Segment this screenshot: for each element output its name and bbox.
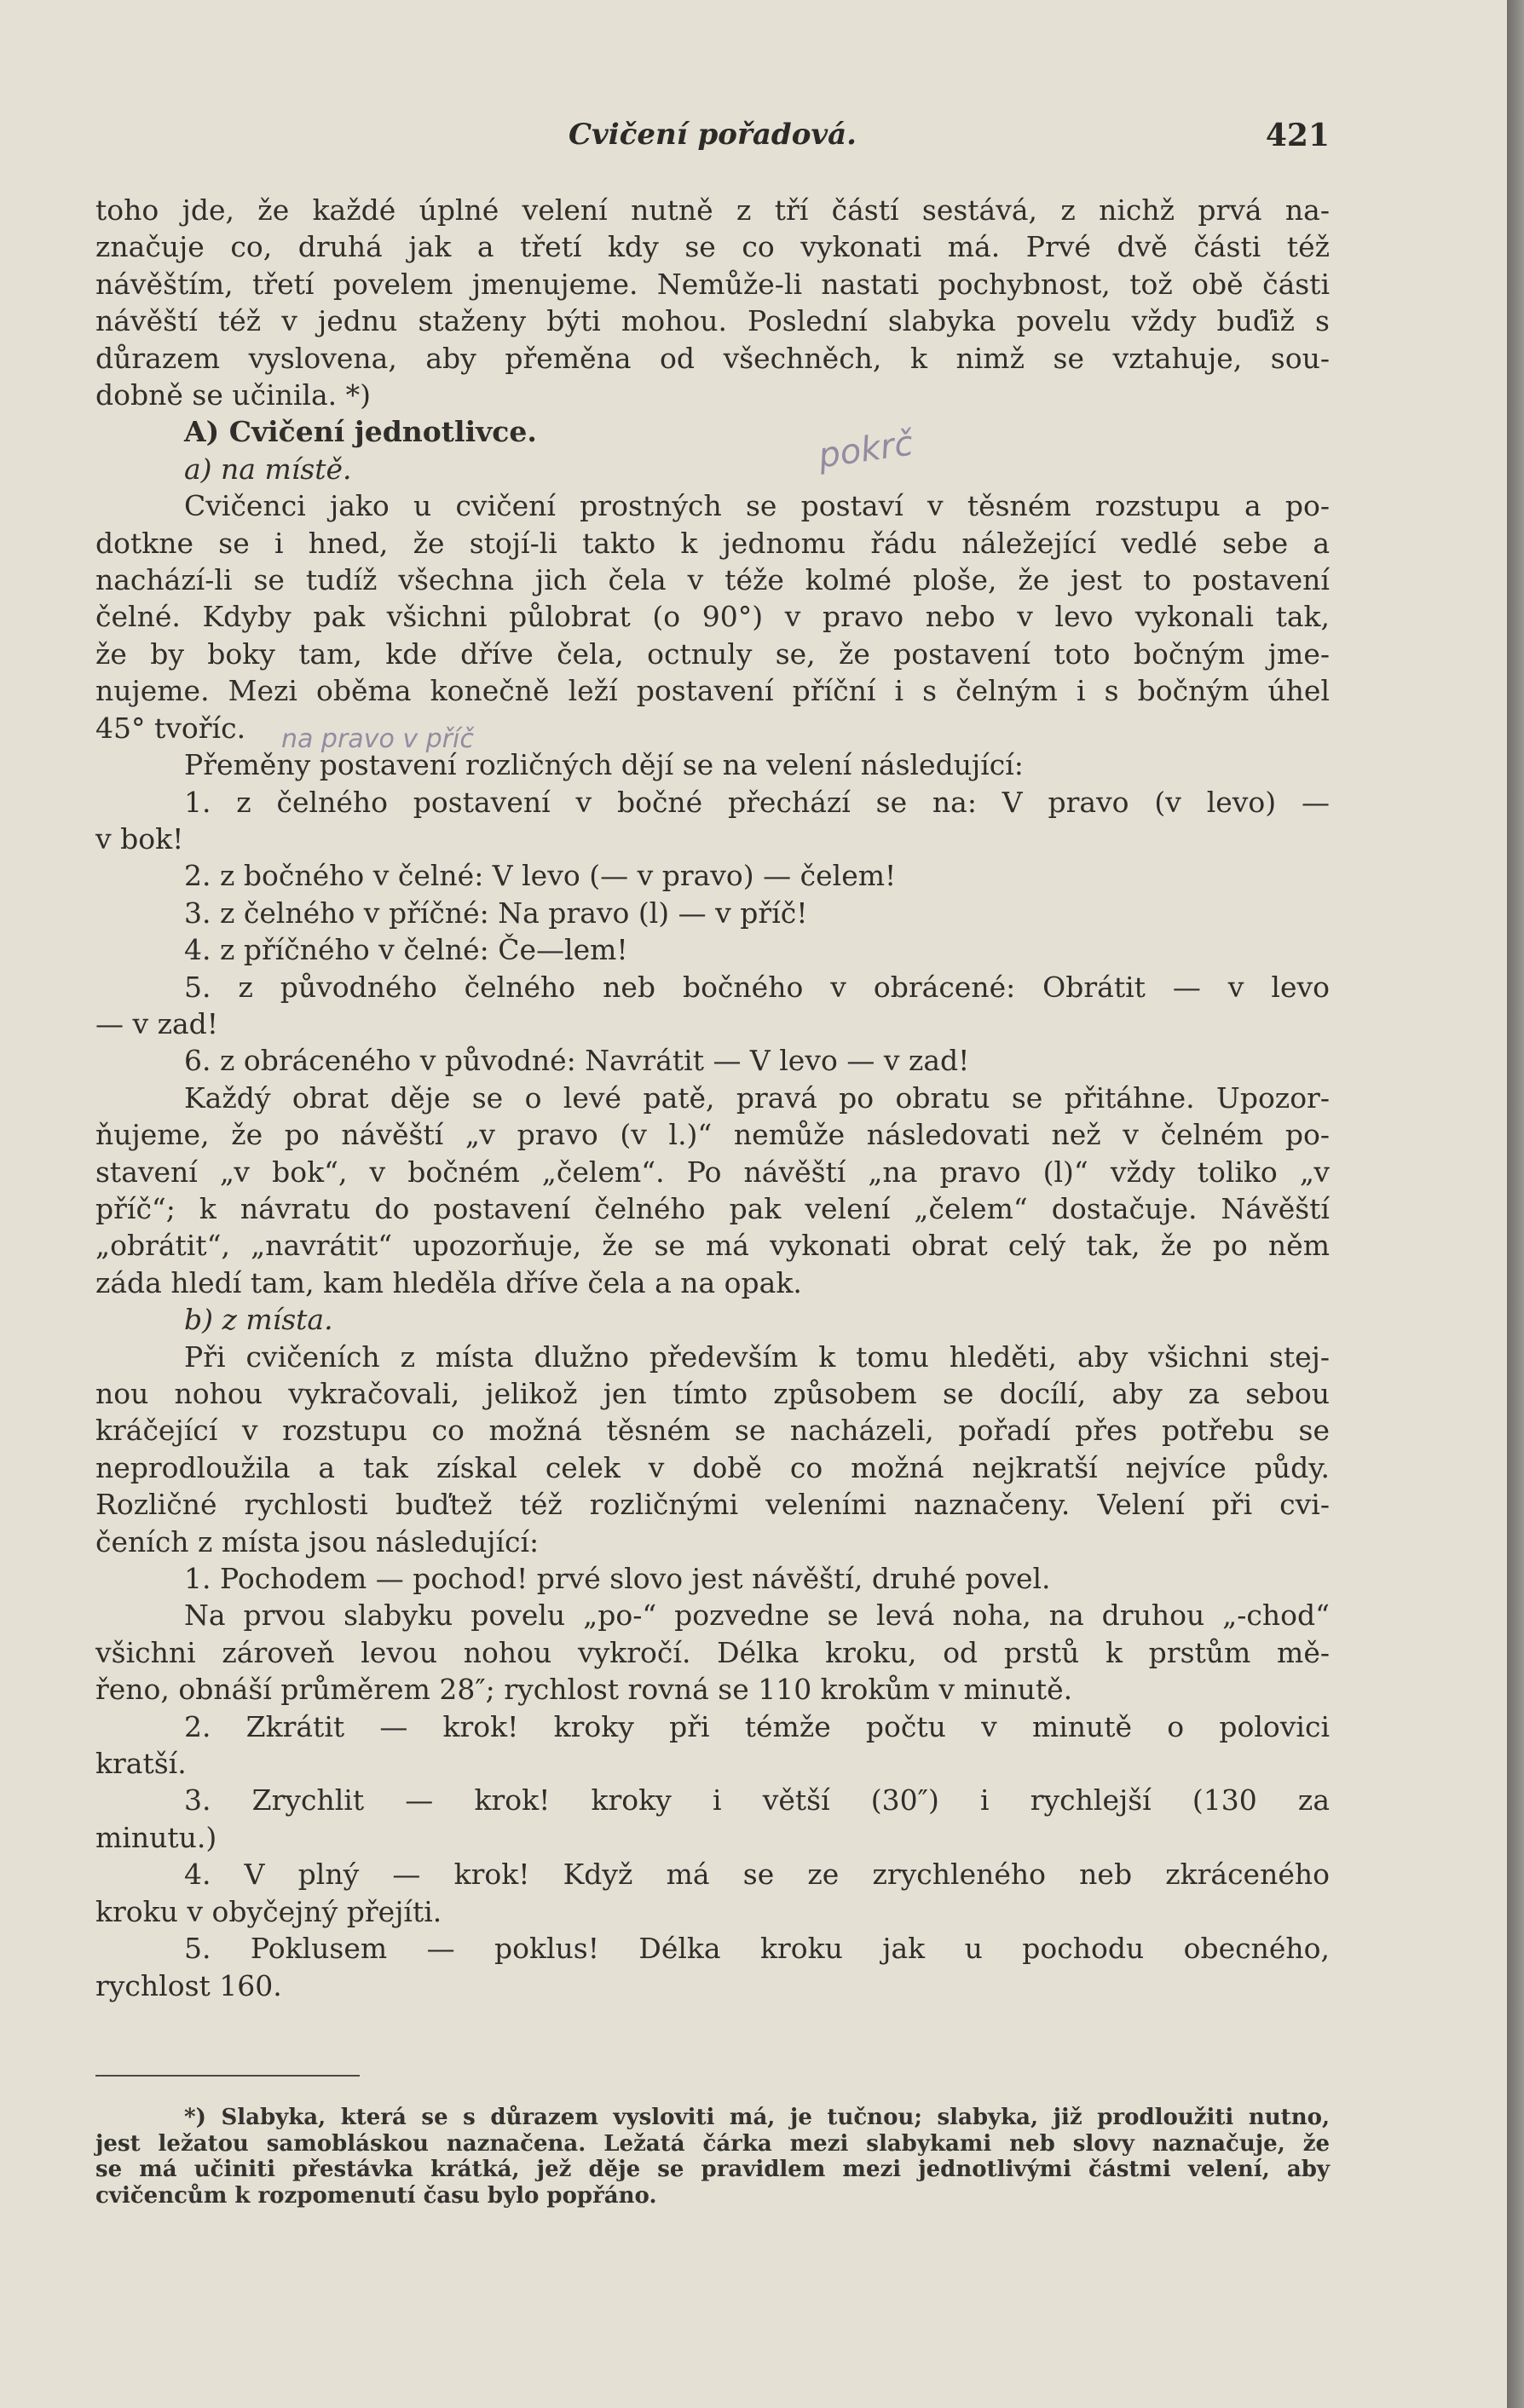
subsection-heading: a) na místě. bbox=[184, 452, 352, 486]
text-line: 45° tvoříc. bbox=[95, 711, 246, 745]
command-line: v bok! bbox=[95, 821, 184, 855]
text-line: Každý obrat děje se o levé patě, pravá po obratu se přitáhne. Upozor- bbox=[184, 1080, 1330, 1115]
text-line: kroku v obyčejný přejíti. bbox=[95, 1894, 442, 1928]
text-line: návěští též v jednu staženy býti mohou. Poslední slabyka povelu vždy buďiž s bbox=[95, 304, 1330, 338]
command-line: — v zad! bbox=[95, 1006, 219, 1040]
text-line: příč“; k návratu do postavení čelného pak velení „čelem“ dostačuje. Návěští bbox=[95, 1191, 1330, 1225]
page-number: 421 bbox=[1265, 118, 1330, 153]
text-line: všichni zároveň levou nohou vykročí. Délka kroku, od prstů k prstům mě- bbox=[95, 1635, 1330, 1669]
text-line: nou nohou vykračovali, jelikož jen tímto způsobem se docílí, aby za sebou bbox=[95, 1377, 1330, 1410]
command-line: 3. Zrychlit — krok! kroky i větší (30″) i rychlejší (130 za bbox=[184, 1783, 1330, 1818]
text-line: nujeme. Mezi oběma konečně leží postavení příční i s čelným i s bočným úhel bbox=[95, 674, 1330, 708]
text-line: Cvičenci jako u cvičení prostných se postaví v těsném rozstupu a po- bbox=[184, 489, 1330, 523]
page-edge bbox=[1507, 0, 1524, 2408]
footnote-line: *) Slabyka, která se s důrazem vysloviti má, je tučnou; slabyka, již prodloužiti nutno, bbox=[184, 2105, 1330, 2130]
text-line: řeno, obnáší průměrem 28″; rychlost rovná se 110 krokům v minutě. bbox=[95, 1673, 1073, 1707]
command-line: 2. z bočného v čelné: V levo (— v pravo) — čelem! bbox=[184, 859, 897, 893]
text-line: že by boky tam, kde dříve čela, octnuly se, že postavení toto bočným jme- bbox=[95, 637, 1330, 671]
pencil-annotation: na pravo v příč bbox=[281, 724, 474, 754]
command-line: 6. z obráceného v původné: Navrátit — V levo — v zad! bbox=[184, 1044, 970, 1078]
command-line: 1. z čelného postavení v bočné přechází se na: V pravo (v levo) — bbox=[184, 785, 1330, 819]
text-line: stavení „v bok“, v bočném „čelem“. Po návěští „na pravo (l)“ vždy toliko „v bbox=[95, 1155, 1330, 1189]
footnote-line: se má učiniti přestávka krátká, jež děje se pravidlem mezi jednotlivými částmi velení, aby bbox=[95, 2157, 1330, 2182]
footnote-line: jest ležatou samobláskou naznačena. Ležatá čárka mezi slabykami neb slovy naznačuje, že bbox=[95, 2130, 1330, 2157]
text-line: Rozličné rychlosti buďtež též rozličnými veleními naznačeny. Velení při cvi- bbox=[95, 1488, 1330, 1522]
section-heading: A) Cvičení jednotlivce. bbox=[184, 415, 537, 449]
text-line: čelné. Kdyby pak všichni půlobrat (o 90°) v pravo nebo v levo vykonali tak, bbox=[95, 600, 1330, 634]
running-title: Cvičení pořadová. bbox=[568, 118, 857, 152]
text-line: neprodloužila a tak získal celek v době co možná nejkratší nejvíce půdy. bbox=[95, 1450, 1330, 1484]
page-header bbox=[95, 118, 1330, 169]
text-line: dobně se učinila. *) bbox=[95, 378, 372, 412]
text-line: Na prvou slabyku povelu „po-“ pozvedne se levá noha, na druhou „-chod“ bbox=[184, 1599, 1330, 1633]
footnote-line: cvičencům k rozpomenutí času bylo popřáno. bbox=[95, 2182, 657, 2209]
text-line: ňujeme, že po návěští „v pravo (v l.)“ nemůže následovati než v čelném po- bbox=[95, 1118, 1330, 1152]
command-line: 4. V plný — krok! Když má se ze zrychleného neb zkráceného bbox=[184, 1858, 1330, 1892]
text-line: návěštím, třetí povelem jmenujeme. Nemůže-li nastati pochybnost, tož obě části bbox=[95, 267, 1330, 301]
command-line: 3. z čelného v příčné: Na pravo (l) — v příč! bbox=[184, 896, 808, 930]
command-line: 5. Poklusem — poklus! Délka kroku jak u pochodu obecného, bbox=[184, 1932, 1330, 1966]
page-body bbox=[95, 192, 1330, 2004]
text-line: dotkne se i hned, že stojí-li takto k jednomu řádu náležející vedlé sebe a bbox=[95, 526, 1330, 560]
text-line: minutu.) bbox=[95, 1820, 217, 1854]
footnote-divider bbox=[95, 2075, 360, 2077]
footnote bbox=[95, 2105, 1330, 2209]
text-line: čeních z místa jsou následující: bbox=[95, 1524, 540, 1558]
text-line: kratší. bbox=[95, 1747, 187, 1781]
text-line: kráčející v rozstupu co možná těsném se nacházeli, pořadí přes potřebu se bbox=[95, 1414, 1330, 1448]
text-line: Při cvičeních z místa dlužno především k tomu hleděti, aby všichni stej- bbox=[184, 1339, 1330, 1374]
text-line: Přeměny postavení rozličných dějí se na velení následující: bbox=[184, 748, 1024, 782]
text-line: toho jde, že každé úplné velení nutně z tří částí sestává, z nichž prvá na- bbox=[95, 193, 1330, 227]
text-line: značuje co, druhá jak a třetí kdy se co vykonati má. Prvé dvě části též bbox=[95, 230, 1330, 264]
text-line: záda hledí tam, kam hleděla dříve čela a na opak. bbox=[95, 1265, 802, 1299]
command-line: 4. z příčného v čelné: Če—lem! bbox=[184, 933, 628, 967]
pencil-annotation: pokrč bbox=[816, 423, 916, 476]
text-line: důrazem vyslovena, aby přeměna od všechněch, k nimž se vztahuje, sou- bbox=[95, 341, 1330, 375]
command-line: 1. Pochodem — pochod! prvé slovo jest návěští, druhé povel. bbox=[184, 1562, 1051, 1596]
command-line: 5. z původného čelného neb bočného v obrácené: Obrátit — v levo bbox=[184, 970, 1330, 1004]
command-line: 2. Zkrátit — krok! kroky při témže počtu v minutě o polovici bbox=[184, 1709, 1330, 1743]
subsection-heading: b) z místa. bbox=[184, 1303, 333, 1337]
text-line: nachází-li se tudíž všechna jich čela v téže kolmé ploše, že jest to postavení bbox=[95, 563, 1330, 597]
text-line: rychlost 160. bbox=[95, 1968, 282, 2002]
text-line: „obrátit“, „navrátit“ upozorňuje, že se má vykonati obrat celý tak, že po něm bbox=[95, 1229, 1330, 1263]
